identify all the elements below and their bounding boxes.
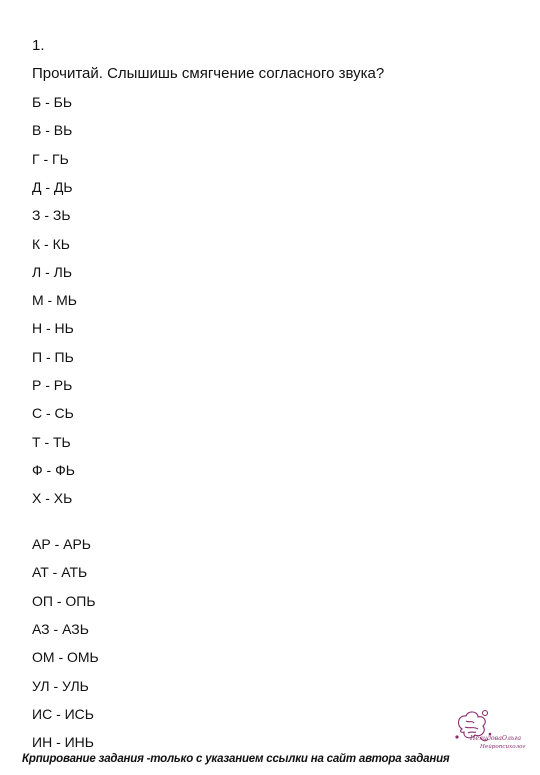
logo-text-name: НелидоваОльга [470, 735, 522, 742]
syllable-pair: ИН - ИНЬ [32, 734, 94, 751]
syllable-pair: ИС - ИСЬ [32, 705, 94, 722]
author-logo [452, 707, 534, 753]
logo-text-profession: Нейропсихолог [480, 744, 526, 750]
consonant-pair: Г - ГЬ [32, 150, 69, 167]
syllable-pair: АР - АРЬ [32, 536, 91, 552]
consonant-pair: Ф - ФЬ [32, 461, 75, 478]
consonant-pair: Т - ТЬ [32, 433, 71, 450]
consonant-pair: З - ЗЬ [32, 207, 71, 224]
consonant-pair: М - МЬ [32, 292, 77, 309]
consonant-pair: В - ВЬ [32, 122, 73, 139]
task-title: Прочитай. Слышишь смягчение согласного звука? [32, 65, 385, 82]
consonant-pair: Р - РЬ [32, 377, 73, 393]
consonant-pair: Н - НЬ [32, 320, 74, 337]
consonant-pair: Б - БЬ [32, 94, 73, 110]
consonant-pair: Х - ХЬ [32, 490, 73, 507]
syllable-pair: УЛ - УЛЬ [32, 677, 89, 694]
consonant-pair: К - КЬ [32, 235, 70, 252]
syllable-pair: АЗ - АЗЬ [32, 620, 89, 637]
copyright-note: Крпирование задания -только с указанием ссылки на сайт автора задания [22, 753, 450, 765]
consonant-pair: П - ПЬ [32, 348, 74, 365]
syllable-pair: ОП - ОПЬ [32, 592, 96, 609]
consonant-pair: Д - ДЬ [32, 178, 73, 195]
brain-logo-icon [452, 707, 534, 753]
syllable-pair: АТ - АТЬ [32, 564, 88, 581]
syllable-pair: ОМ - ОМЬ [32, 649, 99, 666]
consonant-pair: Л - ЛЬ [32, 263, 73, 280]
task-number: 1. [32, 37, 45, 54]
consonant-pair: С - СЬ [32, 405, 74, 422]
